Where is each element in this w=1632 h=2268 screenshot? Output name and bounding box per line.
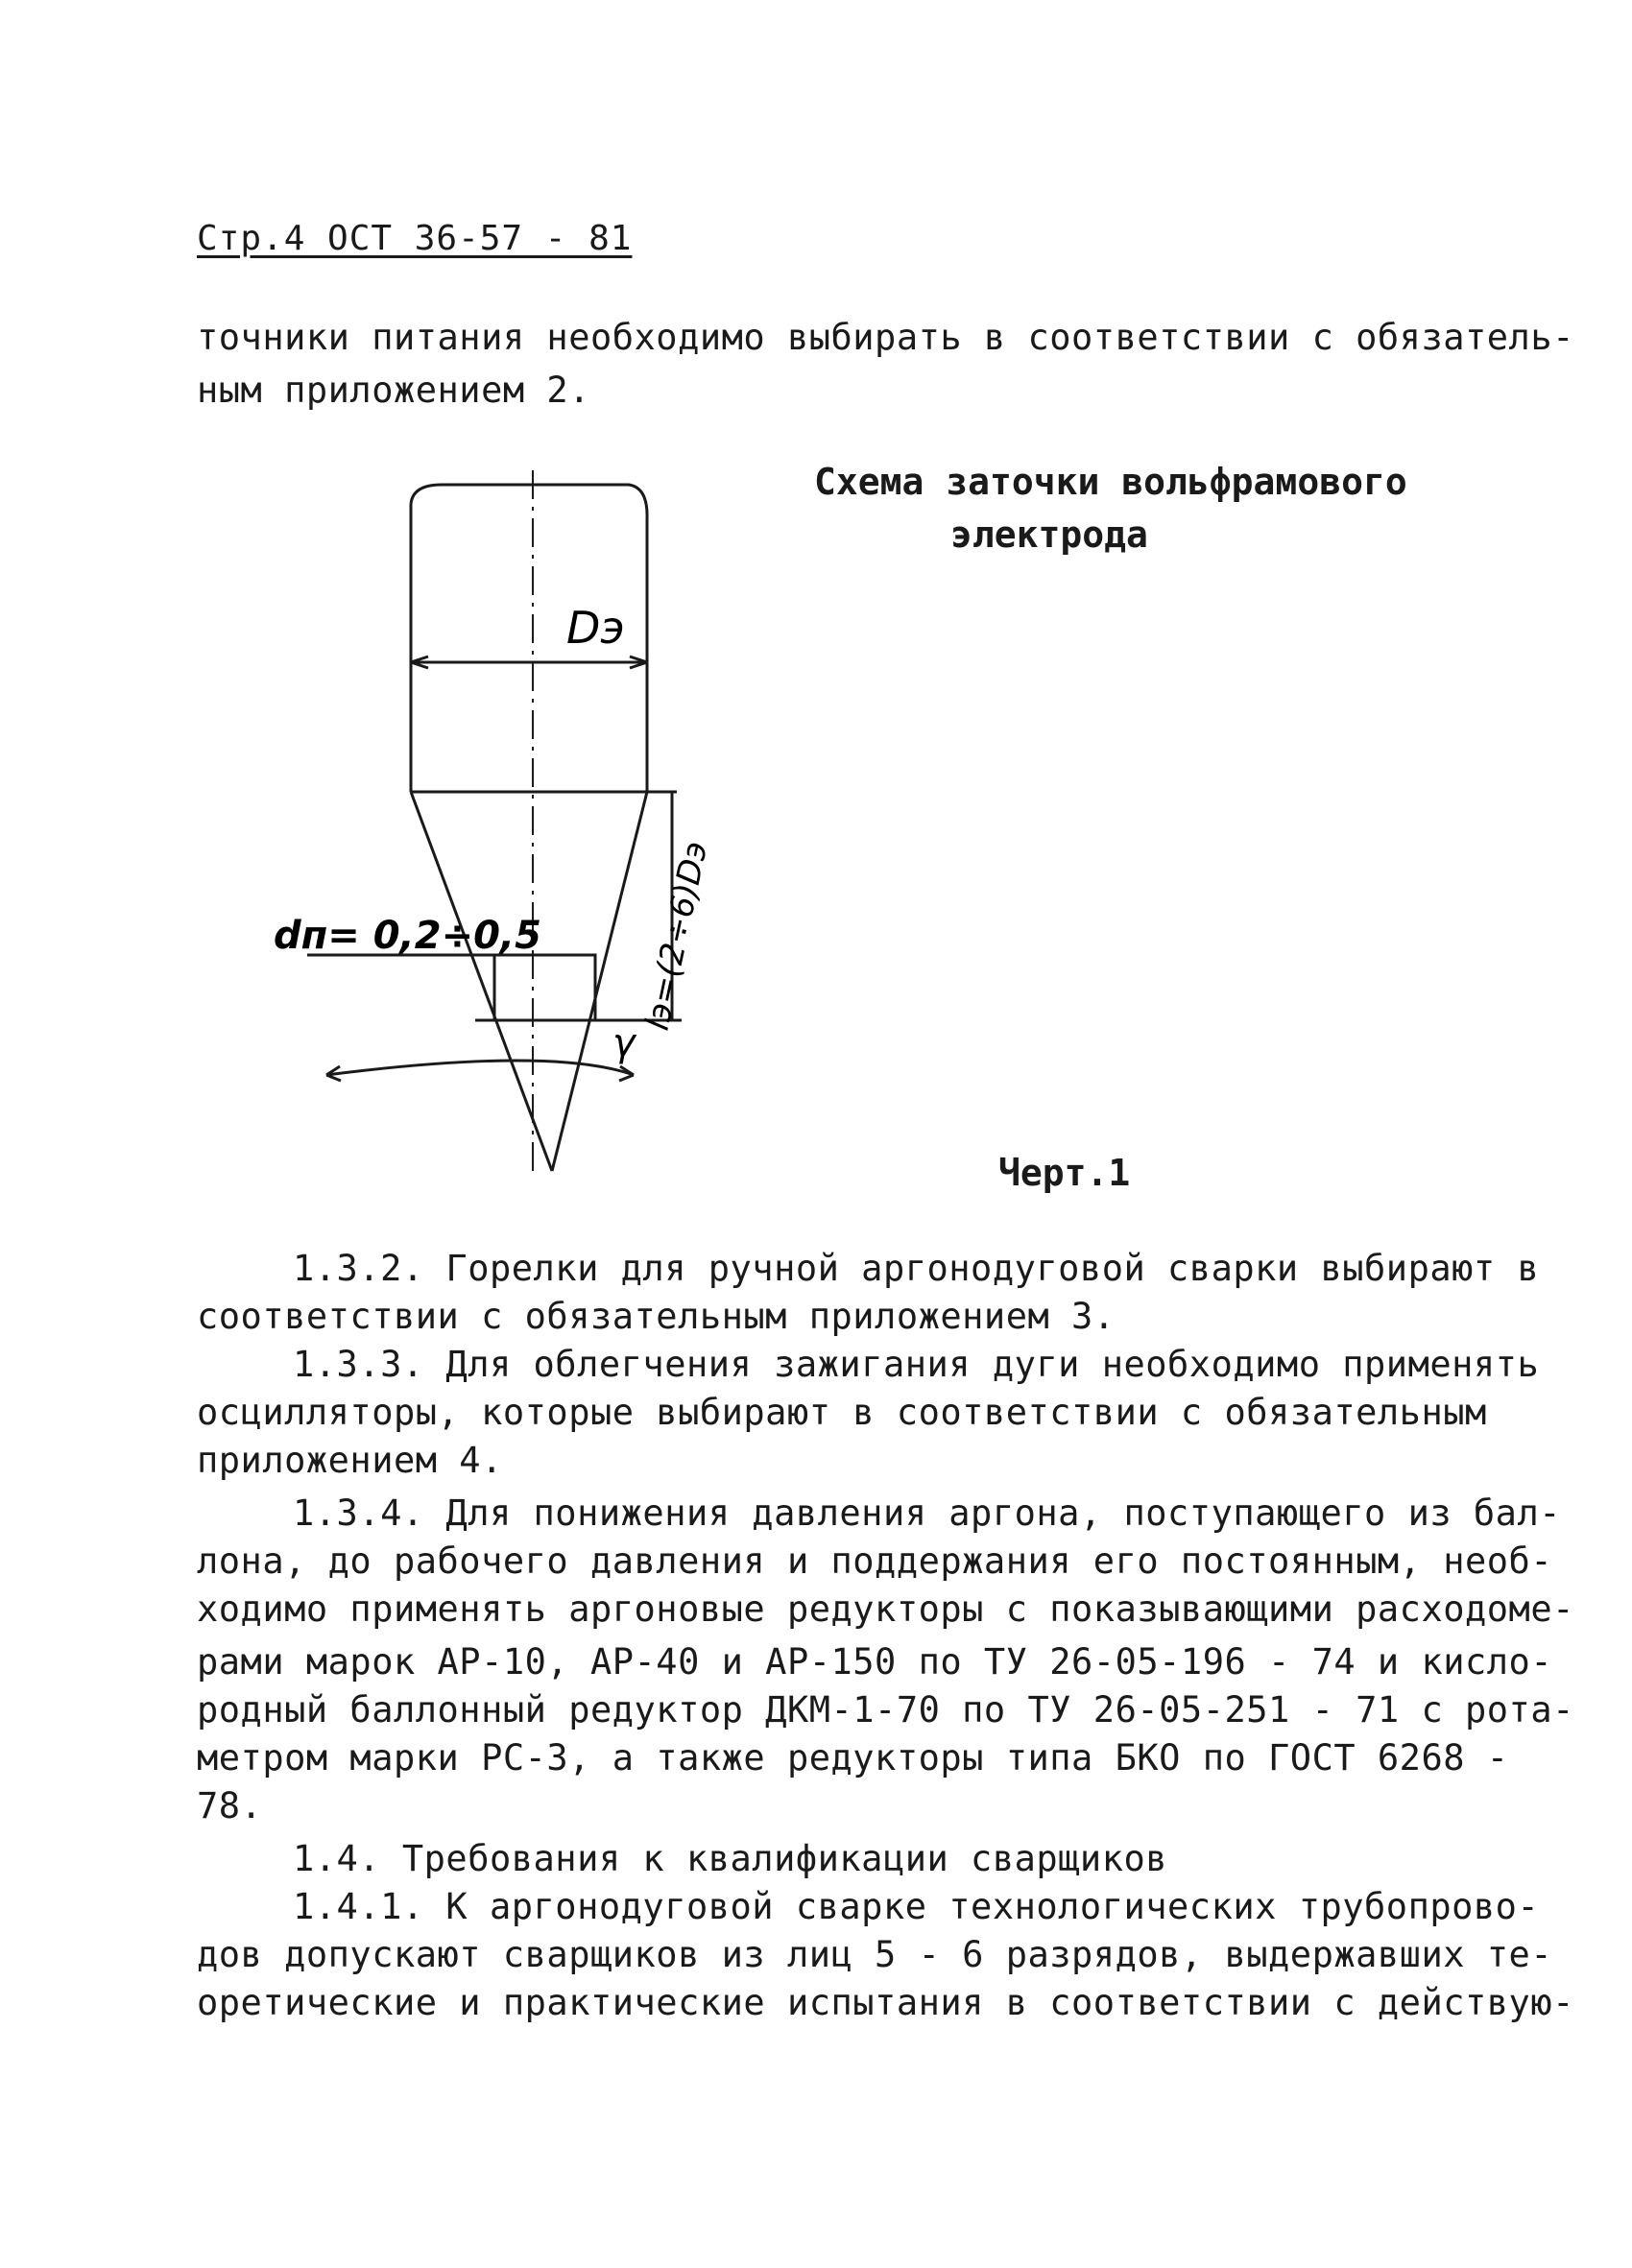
cone-angle-arc	[326, 1061, 634, 1075]
diameter-label: Dэ	[566, 602, 625, 654]
body-line-14: 1.4.1. К аргонодуговой сварке технологических трубопрово-	[293, 1886, 1540, 1927]
cone-left-edge	[411, 792, 552, 1171]
figure-number: Черт.1	[998, 1152, 1131, 1194]
figure-caption-line-1: Схема заточки вольфрамового	[814, 461, 1407, 503]
body-line-8: ходимо применять аргоновые редукторы с показывающими расходоме-	[197, 1588, 1574, 1630]
body-line-3: 1.3.3. Для облегчения зажигания дуги необходимо применять	[293, 1344, 1540, 1385]
body-line-2: соответствии с обязательным приложением 3.	[197, 1296, 1116, 1337]
intro-line-2: ным приложением 2.	[197, 370, 590, 411]
angle-label: γ	[612, 1021, 636, 1065]
tip-flat-zone	[494, 955, 595, 1020]
length-label: lэ=(2÷6)Dэ	[637, 838, 716, 1034]
electrode-sharpening-drawing	[250, 461, 749, 1200]
body-line-5: приложением 4.	[197, 1440, 503, 1481]
body-line-6: 1.3.4. Для понижения давления аргона, поступающего из бал-	[293, 1492, 1562, 1534]
intro-line-1: точники питания необходимо выбирать в соответствии с обязатель-	[197, 317, 1574, 358]
body-line-1: 1.3.2. Горелки для ручной аргонодуговой сварки выбирают в	[293, 1248, 1540, 1289]
page-header: Стр.4 ОСТ 36-57 - 81	[197, 219, 633, 258]
body-line-11: метром марки РС-3, а также редукторы типа БКО по ГОСТ 6268 -	[197, 1737, 1509, 1779]
body-line-12: 78.	[197, 1785, 263, 1826]
body-line-9: рами марок АР-10, АР-40 и АР-150 по ТУ 26-05-196 - 74 и кисло-	[197, 1641, 1553, 1683]
cone-right-edge	[552, 792, 647, 1171]
body-line-10: родный баллонный редуктор ДКМ-1-70 по ТУ 26-05-251 - 71 с рота-	[197, 1689, 1574, 1731]
tip-diameter-label: dп= 0,2÷0,5	[274, 914, 541, 958]
body-line-16: оретические и практические испытания в соответствии с действую-	[197, 1982, 1574, 2023]
body-line-4: осцилляторы, которые выбирают в соответствии с обязательным	[197, 1392, 1487, 1433]
section-heading: 1.4. Требования к квалификации сварщиков	[293, 1838, 1168, 1879]
body-line-15: дов допускают сварщиков из лиц 5 - 6 разрядов, выдержавших те-	[197, 1934, 1553, 1975]
body-line-7: лона, до рабочего давления и поддержания его постоянным, необ-	[197, 1540, 1553, 1582]
figure-caption-line-2: электрода	[950, 513, 1148, 556]
